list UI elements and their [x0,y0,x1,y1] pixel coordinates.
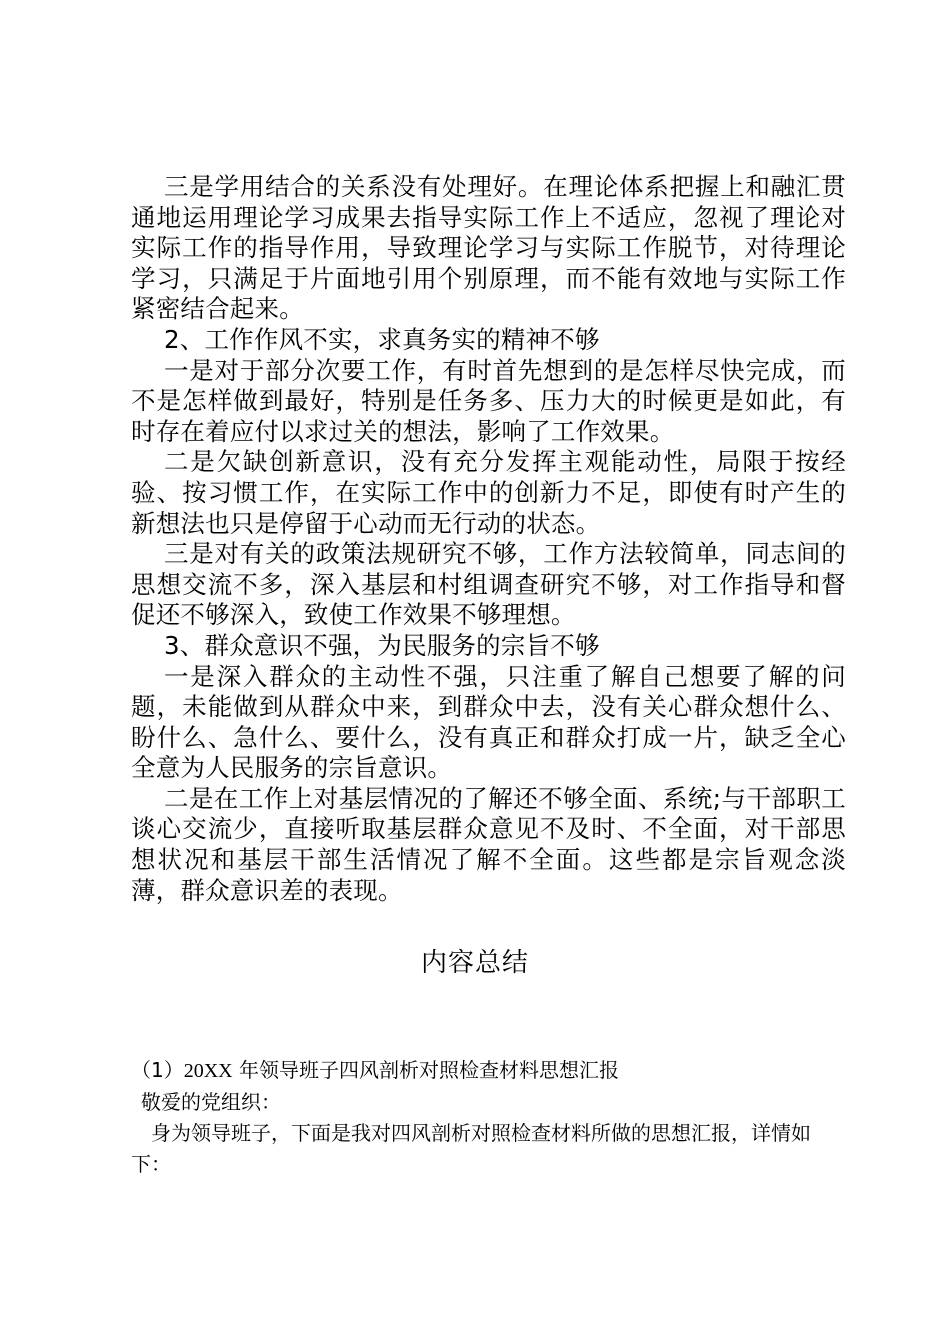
summary-intro: 身为领导班子，下面是我对四风剖析对照检查材料所做的思想汇报，详情如下： [131,1121,811,1176]
heading-mass-awareness: 3、群众意识不强，为民服务的宗旨不够 [164,630,600,660]
paragraph-grassroots-understanding: 二是在工作上对基层情况的了解还不够全面、系统;与干部职工谈心交流少，直接听取基层群众意见不及时、不全面，对干部思想状况和基层干部生活情况了解不全面。这些都是宗旨观念淡薄，群众意识差的表现。 [131,783,846,905]
summary-title: 内容总结 [420,948,529,978]
summary-report-title [131,1055,831,1087]
heading-work-style: 2、工作作风不实，求真务实的精神不够 [164,324,600,354]
summary-section [131,1055,831,1180]
paragraph-study-application: 三是学用结合的关系没有处理好。在理论体系把握上和融汇贯通地运用理论学习成果去指导实际工作上不适应，忽视了理论对实际工作的指导作用，导致理论学习与实际工作脱节，对待理论学习，只满足于片面地引用个别原理，而不能有效地与实际工作紧密结合起来。 [131,172,846,324]
document-body [131,172,846,906]
summary-report-name: 年领导班子四风剖析对照检查材料思想汇报 [232,1058,619,1082]
paragraph-innovation: 二是欠缺创新意识，没有充分发挥主观能动性，局限于按经验、按习惯工作，在实际工作中的创新力不足，即使有时产生的新想法也只是停留于心动而无行动的状态。 [131,447,846,538]
summary-report-year: 20XX [183,1060,233,1082]
summary-report-number: （1） [131,1058,184,1082]
paragraph-grassroots-initiative: 一是深入群众的主动性不强，只注重了解自己想要了解的问题，未能做到从群众中来，到群众中去，没有关心群众想什么、盼什么、急什么、要什么，没有真正和群众打成一片，缺乏全心全意为人民服务的宗旨意识。 [131,661,846,783]
paragraph-secondary-work: 一是对于部分次要工作，有时首先想到的是怎样尽快完成，而不是怎样做到最好，特别是任务多、压力大的时候更是如此，有时存在着应付以求过关的想法，影响了工作效果。 [131,355,846,446]
summary-greeting: 敬爱的党组织： [141,1090,281,1114]
paragraph-policy-research: 三是对有关的政策法规研究不够，工作方法较简单，同志间的思想交流不多，深入基层和村组调查研究不够，对工作指导和督促还不够深入，致使工作效果不够理想。 [131,539,846,630]
